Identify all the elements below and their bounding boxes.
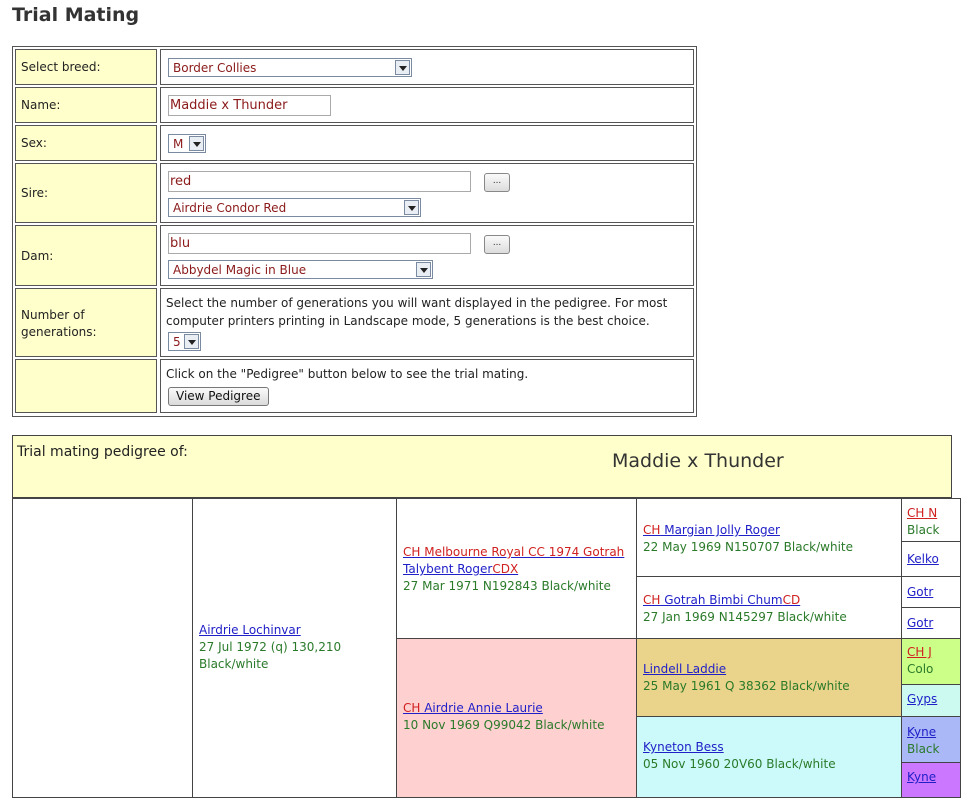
- dam-label: Dam:: [15, 225, 157, 286]
- generations-cell: [160, 288, 694, 357]
- breed-select[interactable]: [168, 58, 412, 77]
- chevron-down-icon: [184, 334, 199, 349]
- breed-label: Select breed:: [15, 49, 157, 85]
- generations-help-line1: Select the number of generations you will want displayed in the pedigree. For most: [166, 296, 668, 310]
- gen3-b-info: 27 Jan 1969 N145297 Black/white: [643, 610, 847, 624]
- sire-info: 27 Jul 1972 (q) 130,210: [199, 640, 342, 654]
- name-input[interactable]: Maddie x Thunder: [168, 95, 331, 116]
- generations-help: [166, 294, 667, 330]
- gen3-b-link[interactable]: [643, 593, 800, 607]
- gen4-1-link[interactable]: CH N: [907, 506, 938, 520]
- sire-cell: [160, 163, 694, 223]
- gen3-a-link[interactable]: [643, 523, 780, 537]
- gen4-7-link[interactable]: Kyne: [907, 725, 937, 739]
- name-cell: [160, 87, 694, 123]
- pedigree-table: [12, 435, 952, 795]
- sex-select[interactable]: [168, 134, 206, 153]
- gen4-8-link[interactable]: Kyne: [907, 770, 937, 784]
- gen4-5-info: Colo: [907, 662, 934, 676]
- action-cell: [160, 359, 694, 413]
- pedigree-gen4-5-cell: [901, 638, 961, 685]
- gen3-d-info: 05 Nov 1960 20V60 Black/white: [643, 757, 836, 771]
- pedigree-gen3-d-cell: [636, 716, 902, 798]
- gen2-sire-name1: Melbourne Royal CC 1974 Gotrah: [420, 545, 625, 559]
- breed-cell: [160, 49, 694, 85]
- gen2-sire-link[interactable]: [403, 545, 624, 576]
- gen2-sire-info: 27 Mar 1971 N192843 Black/white: [403, 579, 611, 593]
- dam-select-value: Abbydel Magic in Blue: [173, 263, 307, 277]
- name-row: [15, 87, 694, 123]
- generations-row: [15, 288, 694, 357]
- pedigree-gen4-7-cell: [901, 716, 961, 763]
- gen3-a-name: Margian Jolly Roger: [660, 523, 780, 537]
- pedigree-gen4-1-cell: [901, 498, 961, 542]
- ch-title: CH: [403, 701, 421, 715]
- pedigree-gen4-2-cell: [901, 541, 961, 577]
- chevron-down-icon: [416, 262, 431, 277]
- pedigree-heading: Trial mating pedigree of:: [17, 444, 188, 460]
- sex-row: [15, 125, 694, 161]
- dam-select[interactable]: [168, 260, 433, 279]
- ch-title: CH: [643, 593, 661, 607]
- pedigree-sire-cell: [192, 498, 397, 798]
- gen4-3-link[interactable]: Gotr: [907, 585, 934, 599]
- gen3-d-link[interactable]: Kyneton Bess: [643, 740, 724, 754]
- sex-select-value: M: [173, 137, 184, 151]
- dam-browse-button[interactable]: ...: [484, 235, 510, 254]
- pedigree-header: [12, 435, 952, 498]
- cd-title: CD: [782, 593, 801, 607]
- generations-help-line2: computer printers printing in Landscape mode, 5 generations is the best choice.: [166, 314, 650, 328]
- gen4-7-info: Black: [907, 742, 940, 756]
- pedigree-gen4-3-cell: [901, 576, 961, 608]
- gen4-5-link[interactable]: CH J: [907, 645, 932, 659]
- dam-cell: [160, 225, 694, 286]
- chevron-down-icon: [395, 60, 410, 75]
- gen3-b-name: Gotrah Bimbi Chum: [660, 593, 783, 607]
- sire-search-input[interactable]: red: [168, 171, 471, 192]
- sire-link[interactable]: Airdrie Lochinvar: [199, 623, 301, 637]
- cdx-title: CDX: [492, 562, 519, 576]
- trial-mating-form: [12, 46, 697, 417]
- ch-title: CH: [403, 545, 421, 559]
- generations-label-line2: generations:: [21, 325, 97, 339]
- sex-label: Sex:: [15, 125, 157, 161]
- action-row: [15, 359, 694, 413]
- gen3-c-info: 25 May 1961 Q 38362 Black/white: [643, 679, 850, 693]
- gen2-dam-info: 10 Nov 1969 Q99042 Black/white: [403, 718, 605, 732]
- pedigree-gen3-b-cell: [636, 576, 902, 639]
- sire-select-value: Airdrie Condor Red: [173, 201, 287, 215]
- generations-label-line1: Number of: [21, 308, 85, 322]
- gen2-sire-name2: Talybent Roger: [403, 562, 493, 576]
- gen3-a-info: 22 May 1969 N150707 Black/white: [643, 540, 854, 554]
- pedigree-gen2-dam-cell: [396, 638, 637, 798]
- action-label: [15, 359, 157, 413]
- sire-color: Black/white: [199, 657, 269, 671]
- breed-select-value: Border Collies: [173, 61, 257, 75]
- generations-select[interactable]: [168, 332, 201, 351]
- chevron-down-icon: [404, 200, 419, 215]
- sire-browse-button[interactable]: ...: [484, 173, 510, 192]
- view-pedigree-button[interactable]: View Pedigree: [168, 387, 269, 406]
- dam-row: [15, 225, 694, 286]
- chevron-down-icon: [189, 136, 204, 151]
- page-title: Trial Mating: [12, 4, 140, 26]
- pedigree-subject-cell: [12, 498, 193, 798]
- sire-select[interactable]: [168, 198, 421, 217]
- gen4-1-info: Black: [907, 523, 940, 537]
- gen4-2-link[interactable]: Kelko: [907, 552, 939, 566]
- sire-label: Sire:: [15, 163, 157, 223]
- name-label: Name:: [15, 87, 157, 123]
- gen3-c-link[interactable]: Lindell Laddie: [643, 662, 727, 676]
- gen4-6-link[interactable]: Gyps: [907, 692, 938, 706]
- gen2-dam-name: Airdrie Annie Laurie: [420, 701, 543, 715]
- action-help: Click on the "Pedigree" button below to see the trial mating.: [166, 367, 529, 381]
- generations-select-value: 5: [173, 335, 181, 349]
- pedigree-gen4-6-cell: [901, 684, 961, 717]
- generations-label: [15, 288, 157, 357]
- gen4-4-link[interactable]: Gotr: [907, 616, 934, 630]
- ch-title: CH: [643, 523, 661, 537]
- pedigree-gen3-c-cell: [636, 638, 902, 717]
- sire-row: [15, 163, 694, 223]
- sex-cell: [160, 125, 694, 161]
- breed-row: [15, 49, 694, 85]
- pedigree-gen2-sire-cell: [396, 498, 637, 639]
- pedigree-gen4-4-cell: [901, 607, 961, 639]
- pedigree-gen3-a-cell: [636, 498, 902, 577]
- pedigree-name: Maddie x Thunder: [612, 450, 784, 472]
- pedigree-gen4-8-cell: [901, 762, 961, 798]
- gen2-dam-link[interactable]: [403, 701, 543, 715]
- dam-search-input[interactable]: blu: [168, 233, 471, 254]
